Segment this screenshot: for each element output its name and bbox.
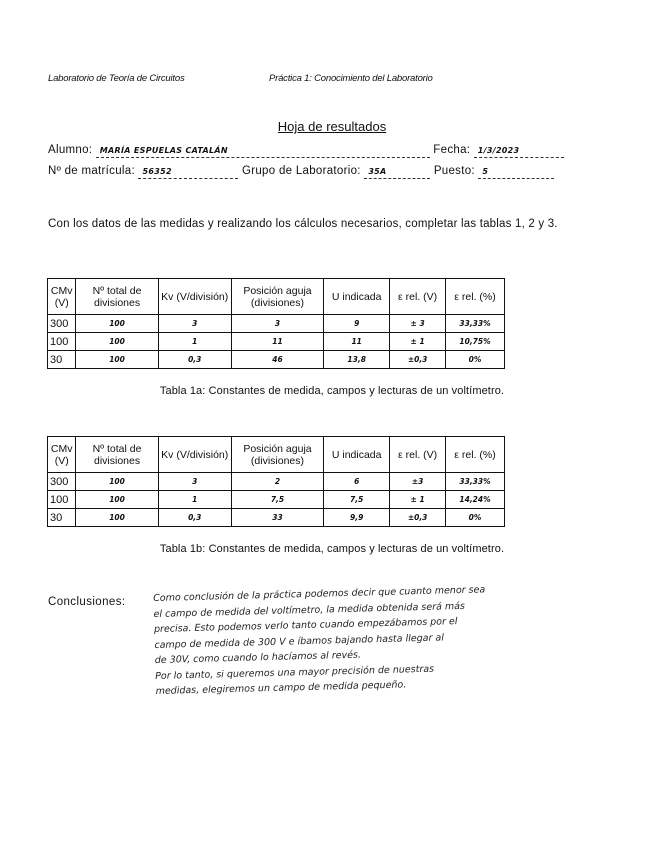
conclusion-line: el campo de medida del voltímetro, la medida obtenida será más [153,600,466,620]
header-kv: Kv (V/división) [158,437,231,473]
conclusion-line: Por lo tanto, si queremos una mayor precisión de nuestras [155,663,435,682]
header-error-pct: ε rel. (%) [446,279,505,315]
header-needle-position: Posición aguja (divisiones) [231,437,323,473]
header-divisions: Nº total de divisiones [76,279,158,315]
cell: 9,9 [324,509,390,527]
cell: 9 [324,315,390,333]
alumno-field: MARÍA ESPUELAS CATALÁN [96,145,430,158]
cell: 7,5 [324,491,390,509]
conclusion-line: precisa. Esto podemos verlo tanto cuando empezábamos por el [153,616,458,635]
conclusion-line: medidas, elegiremos un campo de medida pequeño. [155,679,407,697]
table-row [48,351,505,369]
table-1a-caption: Tabla 1a: Constantes de medida, campos y lecturas de un voltímetro. [159,385,505,397]
cell: 33,33% [446,473,505,491]
cell: ± 3 [390,315,446,333]
header-cmv: CMv (V) [48,279,76,315]
table-row [48,315,505,333]
header-u-indicated: U indicada [324,279,390,315]
cell: 33 [231,509,323,527]
header-error-v: ε rel. (V) [390,437,446,473]
cell: ±0,3 [390,351,446,369]
matricula-row [48,165,554,179]
cell: 3 [231,315,323,333]
header-lab-name: Laboratorio de Teoría de Circuitos [48,73,185,84]
cell: 100 [48,491,76,509]
cell: 14,24% [446,491,505,509]
cell: 100 [76,509,158,527]
table-row [48,509,505,527]
conclusion-line: de 30V, como cuando lo hacíamos al revés. [154,649,362,666]
table-row [48,473,505,491]
cell: ±0,3 [390,509,446,527]
grupo-label: Grupo de Laboratorio: [241,165,361,177]
alumno-row [48,144,564,158]
fecha-field: 1/3/2023 [474,145,564,158]
cell: 0,3 [158,351,231,369]
cell: 1 [158,491,231,509]
matricula-label: Nº de matrícula: [48,165,135,177]
table-1a [47,278,505,369]
table-header-row [48,437,505,473]
cell: ±3 [390,473,446,491]
header-divisions: Nº total de divisiones [76,437,158,473]
header-error-v: ε rel. (V) [390,279,446,315]
puesto-label: Puesto: [433,165,475,177]
cell: 11 [231,333,323,351]
cell: 3 [158,473,231,491]
cell: 30 [48,509,76,527]
cell: 300 [48,315,76,333]
cell: 0% [446,509,505,527]
cell: 13,8 [324,351,390,369]
table-1b-caption: Tabla 1b: Constantes de medida, campos y lecturas de un voltímetro. [159,543,505,555]
puesto-field: 5 [478,166,554,179]
cell: 100 [76,333,158,351]
cell: 100 [76,491,158,509]
header-error-pct: ε rel. (%) [446,437,505,473]
cell: ± 1 [390,491,446,509]
table-row [48,333,505,351]
cell: 7,5 [231,491,323,509]
table-1b [47,436,505,527]
cell: 100 [48,333,76,351]
table-header-row [48,279,505,315]
header-cmv: CMv (V) [48,437,76,473]
header-kv: Kv (V/división) [158,279,231,315]
grupo-field: 35A [364,166,430,179]
header-u-indicated: U indicada [324,437,390,473]
cell: 2 [231,473,323,491]
conclusions-text [153,578,646,699]
cell: 6 [324,473,390,491]
fecha-label: Fecha: [433,144,471,156]
cell: 11 [324,333,390,351]
cell: 10,75% [446,333,505,351]
cell: ± 1 [390,333,446,351]
cell: 300 [48,473,76,491]
page-title: Hoja de resultados [277,119,387,134]
conclusions-label: Conclusiones: [48,596,126,608]
cell: 0,3 [158,509,231,527]
instructions-text: Con los datos de las medidas y realizando los cálculos necesarios, completar las tablas 1, 2 y 3. [48,218,558,230]
cell: 3 [158,315,231,333]
table-row [48,491,505,509]
conclusion-line: campo de medida de 300 V e íbamos bajando hasta llegar al [154,631,445,651]
cell: 100 [76,351,158,369]
cell: 100 [76,473,158,491]
cell: 46 [231,351,323,369]
cell: 30 [48,351,76,369]
cell: 33,33% [446,315,505,333]
cell: 0% [446,351,505,369]
alumno-label: Alumno: [48,144,93,156]
header-practice-name: Práctica 1: Conocimiento del Laboratorio [269,73,433,84]
header-needle-position: Posición aguja (divisiones) [231,279,323,315]
conclusion-line: Como conclusión de la práctica podemos decir que cuanto menor sea [153,584,486,604]
cell: 1 [158,333,231,351]
cell: 100 [76,315,158,333]
matricula-field: 56352 [138,166,238,179]
